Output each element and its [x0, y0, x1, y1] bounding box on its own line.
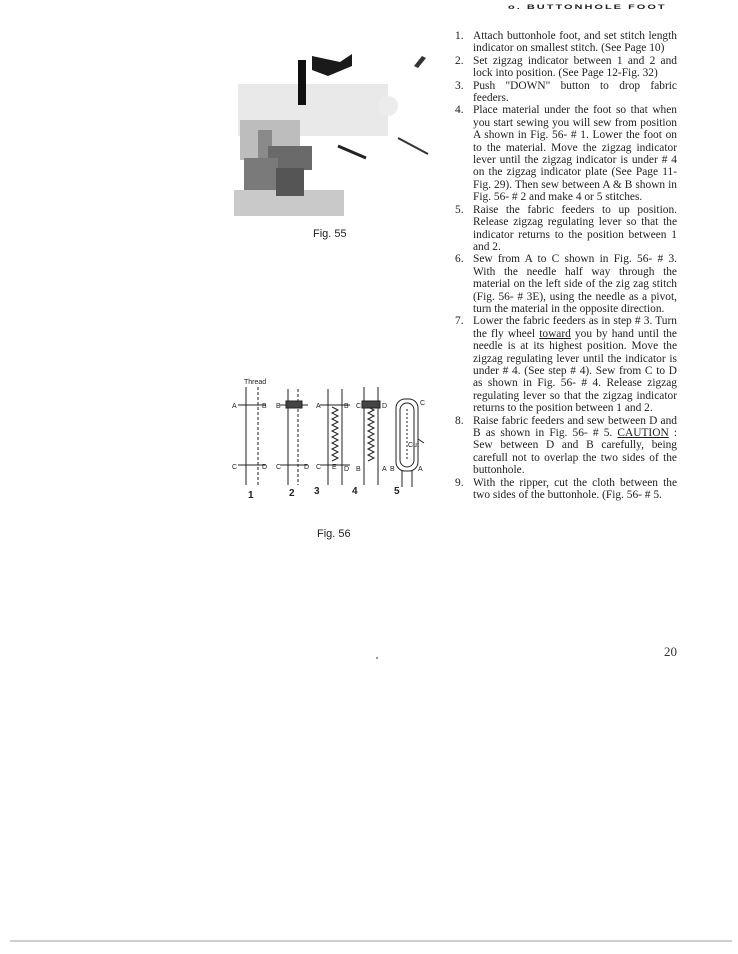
label-a-4: A — [382, 466, 387, 473]
step-6 — [455, 253, 677, 315]
label-a-5: A — [418, 466, 423, 473]
step-number: 9. — [455, 476, 464, 489]
label-c-1: C — [232, 464, 238, 471]
step-text-end: : Sew between D and B carefully, being carefull not to overlap the two sides of the buttonhole. — [473, 427, 678, 477]
panel-number-5: 5 — [394, 486, 400, 497]
page-number: 20 — [664, 644, 677, 659]
step-number: 2. — [455, 54, 464, 67]
sewing-machine-photo — [228, 50, 438, 220]
step-number: 4. — [455, 104, 464, 117]
cut-label: Cut — [408, 442, 419, 449]
panel-number-3: 3 — [314, 486, 320, 497]
label-b-1: B — [262, 403, 267, 410]
step-text: Raise the fabric feeders to up position. Release zigzag regulating lever so that the indicator returns to the position between 1 and 2. — [473, 203, 677, 253]
step-7 — [455, 315, 677, 414]
label-b-4: B — [356, 466, 361, 473]
label-d-2: D — [304, 464, 310, 471]
label-e-3: E — [332, 464, 337, 471]
page-bottom-edge — [10, 940, 732, 942]
step-8 — [455, 415, 677, 477]
step-text: Set zigzag indicator between 1 and 2 and lock into position. (See Page 12-Fig. 32) — [473, 54, 677, 80]
label-d-4: D — [382, 403, 388, 410]
label-d-3: D — [344, 466, 350, 473]
panel-number-1: 1 — [248, 490, 254, 500]
fig-56-caption: Fig. 56 — [317, 528, 351, 540]
instruction-steps — [455, 30, 677, 501]
step-9 — [455, 477, 677, 502]
buttonhole-steps-diagram — [232, 375, 427, 500]
panel-number-2: 2 — [289, 488, 295, 499]
step-text: Push "DOWN" button to drop fabric feeders. — [473, 79, 677, 105]
step-5 — [455, 204, 677, 254]
fig-55-caption: Fig. 55 — [313, 228, 347, 240]
step-text-end: you by hand until the needle is at its highest position. Move the zigzag regulating lever until the indicator is under # 4. (See step # 4). Sew from C to D as shown in Fig. 56- # 4. Release zigzag regulating lever so that the zigzag indicator returns to the position between 1 and 2. — [473, 327, 677, 415]
step-3 — [455, 80, 677, 105]
label-c-3: C — [316, 464, 322, 471]
section-title: o. BUTTONHOLE FOOT — [508, 4, 667, 11]
step-1 — [455, 30, 677, 55]
label-c-4: C — [356, 403, 362, 410]
step-number: 5. — [455, 203, 464, 216]
step-2 — [455, 55, 677, 80]
label-c-5: C — [420, 400, 426, 407]
underlined-word: toward — [539, 327, 571, 340]
label-b-2: B — [276, 403, 281, 410]
step-text: With the ripper, cut the cloth between the two sides of the buttonhole. (Fig. 56- # 5. — [473, 476, 677, 502]
step-number: 1. — [455, 30, 464, 42]
step-text-start: Lower the fabric feeders as in step # 3. Turn the fly wheel — [473, 315, 677, 340]
label-b-3: B — [344, 403, 349, 410]
label-b-5: B — [390, 466, 395, 473]
step-text: Sew from A to C shown in Fig. 56- # 3. With the needle half way through the material on the left side of the zig zag stitch (Fig. 56- # 3E), using the needle as a pivot, turn the material in the opposite direction. — [473, 253, 677, 315]
step-text-start: Raise fabric feeders and sew between D and B as shown in Fig. 56- # 5. — [473, 414, 677, 439]
caution-label: CAUTION — [617, 427, 669, 439]
step-number: 6. — [455, 253, 464, 266]
step-number: 3. — [455, 79, 464, 92]
label-a-3: A — [316, 403, 321, 410]
step-text: Place material under the foot so that when you start sewing you will sew from position A shown in Fig. 56- # 1. Lower the foot on to the material. Move the zigzag indicator lever until the zigzag indicator is under # 4 on the zigzag indicator plate (See Page 11-Fig. 29). Then sew between A & B shown in Fig. 56- # 2 and make 4 or 5 stitches. — [473, 104, 677, 204]
step-text: Attach buttonhole foot, and set stitch length indicator on smallest stitch. (See Page 10) — [473, 30, 677, 55]
step-number: 8. — [455, 414, 464, 427]
label-c-2: C — [276, 464, 282, 471]
step-number: 7. — [455, 315, 464, 328]
thread-label: Thread — [244, 379, 267, 386]
label-d-1: D — [262, 464, 268, 471]
scan-speck — [376, 657, 378, 659]
label-a-1: A — [232, 403, 237, 410]
panel-number-4: 4 — [352, 486, 358, 497]
step-4 — [455, 104, 677, 203]
